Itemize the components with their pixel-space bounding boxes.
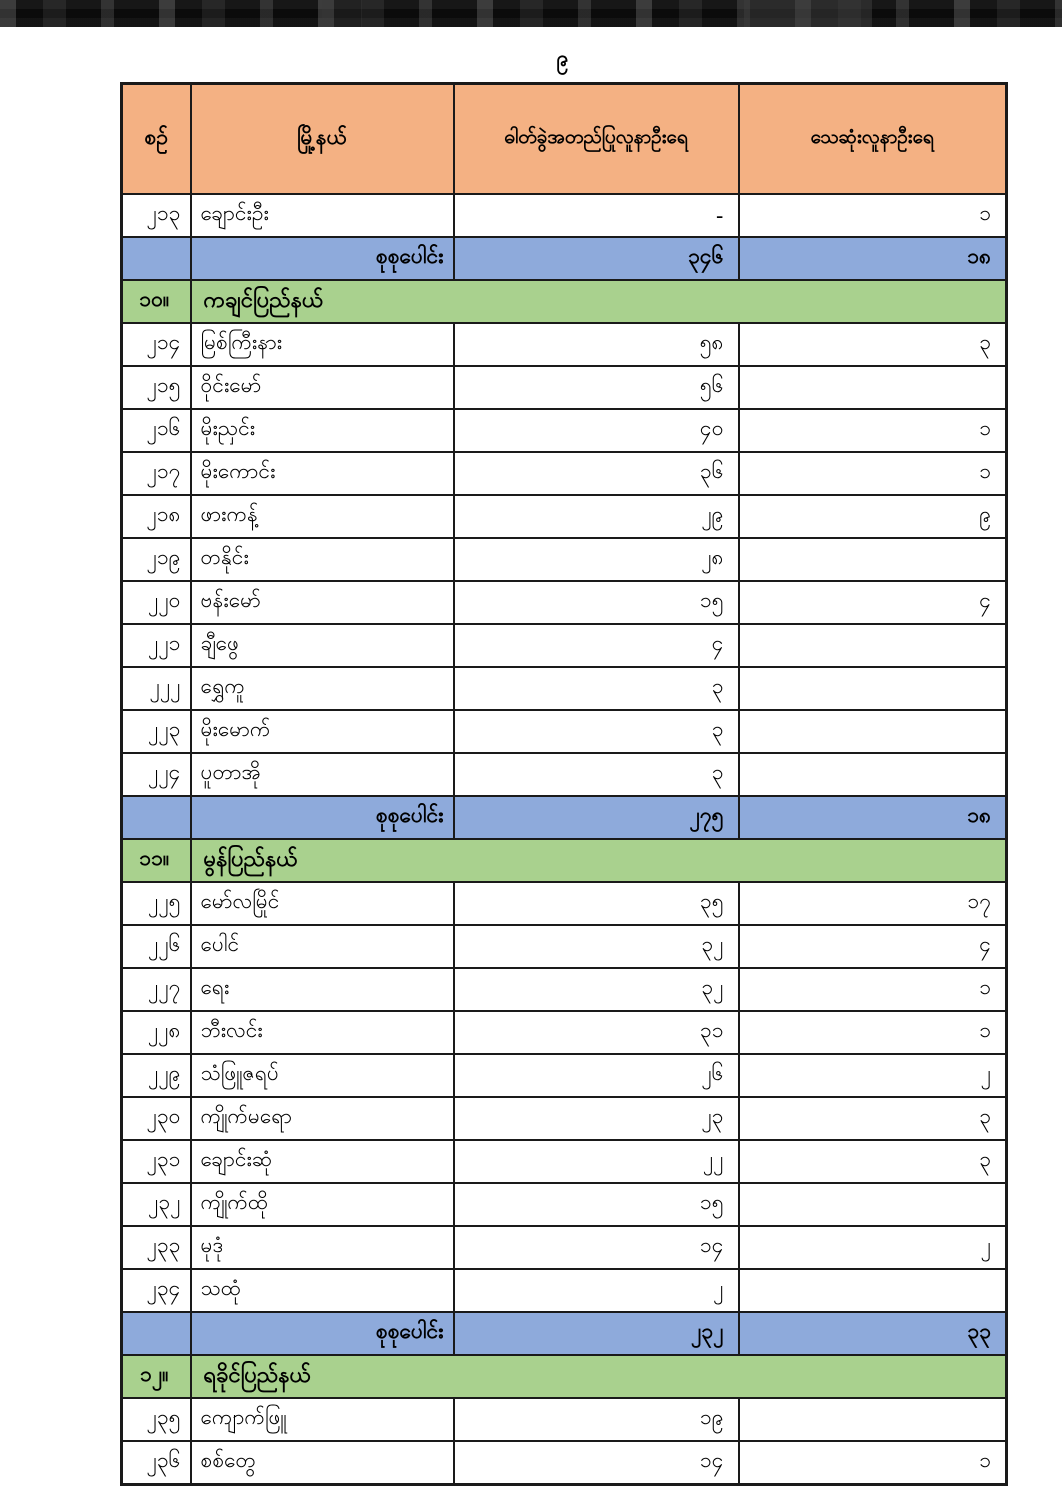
confirmed-cases-cell: ၄ — [454, 624, 739, 667]
confirmed-cases-cell: ၁၉ — [454, 1398, 739, 1441]
confirmed-cases-cell: ၃၂ — [454, 925, 739, 968]
township-name-cell: ပေါင် — [191, 925, 454, 968]
confirmed-cases-cell: ၁၅ — [454, 1183, 739, 1226]
page-number: ၉ — [556, 46, 569, 70]
serial-cell: ၂၃၄ — [122, 1269, 191, 1312]
township-name-cell: မိုးကောင်း — [191, 452, 454, 495]
township-name-cell: ကျိုက်ထို — [191, 1183, 454, 1226]
redaction-gray-patch-2 — [322, 0, 362, 27]
deaths-cell: ၄ — [739, 925, 1007, 968]
header-deaths: သေဆုံးလူနာဦးရေ — [739, 84, 1007, 195]
total-deaths-cell: ၁၈ — [739, 796, 1007, 839]
township-row — [122, 366, 1007, 409]
township-row — [122, 667, 1007, 710]
state-section-row — [122, 280, 1007, 323]
township-name-cell: ပူတာအို — [191, 753, 454, 796]
deaths-cell — [739, 710, 1007, 753]
township-name-cell: ရေး — [191, 968, 454, 1011]
confirmed-cases-cell: ၂၆ — [454, 1054, 739, 1097]
confirmed-cases-cell: ၂၉ — [454, 495, 739, 538]
deaths-cell: ၃ — [739, 1097, 1007, 1140]
serial-cell: ၂၂၂ — [122, 667, 191, 710]
township-name-cell: သံဖြူဇရပ် — [191, 1054, 454, 1097]
township-name-cell: မြစ်ကြီးနား — [191, 323, 454, 366]
redaction-gray-patch — [744, 0, 872, 27]
header-confirmed: ဓါတ်ခွဲအတည်ပြုလူနာဦးရေ — [454, 84, 739, 195]
deaths-cell: ၁ — [739, 1441, 1007, 1484]
confirmed-cases-cell: ၁၄ — [454, 1441, 739, 1484]
confirmed-cases-cell: ၁၄ — [454, 1226, 739, 1269]
township-row — [122, 538, 1007, 581]
covid-township-table — [120, 82, 1008, 1486]
township-name-cell: ဘီးလင်း — [191, 1011, 454, 1054]
serial-cell: ၂၃၂ — [122, 1183, 191, 1226]
township-row — [122, 495, 1007, 538]
township-name-cell: ချီဖွေ — [191, 624, 454, 667]
deaths-cell: ၃ — [739, 1140, 1007, 1183]
confirmed-cases-cell: ၁၅ — [454, 581, 739, 624]
confirmed-cases-cell: ၃ — [454, 753, 739, 796]
serial-cell: ၂၂၉ — [122, 1054, 191, 1097]
township-name-cell: ဝိုင်းမော် — [191, 366, 454, 409]
township-name-cell: ကျောက်ဖြူ — [191, 1398, 454, 1441]
township-row — [122, 1011, 1007, 1054]
township-name-cell: ဖားကန့် — [191, 495, 454, 538]
total-row — [122, 237, 1007, 280]
total-confirmed-cell: ၂၃၂ — [454, 1312, 739, 1355]
township-row — [122, 1054, 1007, 1097]
township-name-cell: မုဒုံ — [191, 1226, 454, 1269]
township-name-cell: မိုးမောက် — [191, 710, 454, 753]
deaths-cell: ၃ — [739, 323, 1007, 366]
confirmed-cases-cell: ၃ — [454, 710, 739, 753]
confirmed-cases-cell: ၃၅ — [454, 882, 739, 925]
serial-cell: ၂၁၅ — [122, 366, 191, 409]
total-deaths-cell: ၃၃ — [739, 1312, 1007, 1355]
confirmed-cases-cell: ၃၆ — [454, 452, 739, 495]
confirmed-cases-cell: ၂၈ — [454, 538, 739, 581]
serial-cell: ၂၁၆ — [122, 409, 191, 452]
township-name-cell: တနိုင်း — [191, 538, 454, 581]
deaths-cell — [739, 538, 1007, 581]
serial-cell: ၂၂၈ — [122, 1011, 191, 1054]
confirmed-cases-cell: - — [454, 194, 739, 237]
deaths-cell: ၁ — [739, 194, 1007, 237]
township-name-cell: ချောင်းဆုံ — [191, 1140, 454, 1183]
deaths-cell — [739, 1398, 1007, 1441]
deaths-cell: ၁ — [739, 409, 1007, 452]
confirmed-cases-cell: ၅၈ — [454, 323, 739, 366]
total-label-cell: စုစုပေါင်း — [191, 796, 454, 839]
total-confirmed-cell: ၃၄၆ — [454, 237, 739, 280]
township-name-cell: ကျိုက်မရော — [191, 1097, 454, 1140]
serial-cell: ၂၂၆ — [122, 925, 191, 968]
serial-cell: ၂၂၇ — [122, 968, 191, 1011]
serial-cell: ၂၃၀ — [122, 1097, 191, 1140]
township-row — [122, 452, 1007, 495]
township-name-cell: ရွှေကူ — [191, 667, 454, 710]
total-deaths-cell: ၁၈ — [739, 237, 1007, 280]
state-name-cell: ကချင်ပြည်နယ် — [191, 280, 1007, 323]
serial-cell: ၂၂၀ — [122, 581, 191, 624]
state-section-row — [122, 839, 1007, 882]
redaction-pattern — [0, 0, 1062, 27]
serial-cell: ၂၁၇ — [122, 452, 191, 495]
deaths-cell: ၁ — [739, 452, 1007, 495]
township-row — [122, 1269, 1007, 1312]
deaths-cell — [739, 667, 1007, 710]
deaths-cell — [739, 1183, 1007, 1226]
confirmed-cases-cell: ၂၂ — [454, 1140, 739, 1183]
serial-cell: ၂၃၅ — [122, 1398, 191, 1441]
serial-cell: ၂၃၁ — [122, 1140, 191, 1183]
deaths-cell: ၁ — [739, 1011, 1007, 1054]
township-row — [122, 581, 1007, 624]
state-section-row — [122, 1355, 1007, 1398]
township-name-cell: သထုံ — [191, 1269, 454, 1312]
confirmed-cases-cell: ၃ — [454, 667, 739, 710]
township-name-cell: မော်လမြိုင် — [191, 882, 454, 925]
confirmed-cases-cell: ၃၁ — [454, 1011, 739, 1054]
deaths-cell — [739, 366, 1007, 409]
deaths-cell: ၁၇ — [739, 882, 1007, 925]
confirmed-cases-cell: ၂၃ — [454, 1097, 739, 1140]
deaths-cell — [739, 1269, 1007, 1312]
serial-cell: ၂၂၁ — [122, 624, 191, 667]
deaths-cell — [739, 624, 1007, 667]
township-row — [122, 882, 1007, 925]
township-row — [122, 925, 1007, 968]
township-name-cell: ချောင်းဦး — [191, 194, 454, 237]
township-row — [122, 1140, 1007, 1183]
township-row — [122, 710, 1007, 753]
total-confirmed-cell: ၂၇၅ — [454, 796, 739, 839]
header-township: မြို့နယ် — [191, 84, 454, 195]
township-name-cell: စစ်တွေ — [191, 1441, 454, 1484]
confirmed-cases-cell: ၅၆ — [454, 366, 739, 409]
township-row — [122, 1226, 1007, 1269]
deaths-cell: ၂ — [739, 1054, 1007, 1097]
serial-cell: ၂၁၉ — [122, 538, 191, 581]
confirmed-cases-cell: ၃၂ — [454, 968, 739, 1011]
section-number-cell: ၁၁။ — [122, 839, 191, 882]
state-name-cell: ရခိုင်ပြည်နယ် — [191, 1355, 1007, 1398]
total-row — [122, 1312, 1007, 1355]
township-row — [122, 1183, 1007, 1226]
total-empty-cell — [122, 796, 191, 839]
township-row — [122, 624, 1007, 667]
township-row — [122, 1097, 1007, 1140]
header-row — [122, 84, 1007, 195]
deaths-cell — [739, 753, 1007, 796]
deaths-cell: ၂ — [739, 1226, 1007, 1269]
confirmed-cases-cell: ၂ — [454, 1269, 739, 1312]
serial-cell: ၂၁၄ — [122, 323, 191, 366]
township-name-cell: မိုးညှင်း — [191, 409, 454, 452]
township-row — [122, 194, 1007, 237]
deaths-cell: ၄ — [739, 581, 1007, 624]
total-row — [122, 796, 1007, 839]
deaths-cell: ၉ — [739, 495, 1007, 538]
serial-cell: ၂၂၄ — [122, 753, 191, 796]
township-name-cell: ဗန်းမော် — [191, 581, 454, 624]
township-row — [122, 1441, 1007, 1484]
total-label-cell: စုစုပေါင်း — [191, 1312, 454, 1355]
serial-cell: ၂၁၈ — [122, 495, 191, 538]
confirmed-cases-cell: ၄၀ — [454, 409, 739, 452]
township-row — [122, 968, 1007, 1011]
serial-cell: ၂၂၅ — [122, 882, 191, 925]
total-empty-cell — [122, 1312, 191, 1355]
township-row — [122, 323, 1007, 366]
township-row — [122, 409, 1007, 452]
serial-cell: ၂၃၃ — [122, 1226, 191, 1269]
serial-cell: ၂၁၃ — [122, 194, 191, 237]
section-number-cell: ၁၀။ — [122, 280, 191, 323]
township-row — [122, 753, 1007, 796]
serial-cell: ၂၂၃ — [122, 710, 191, 753]
state-name-cell: မွန်ပြည်နယ် — [191, 839, 1007, 882]
total-label-cell: စုစုပေါင်း — [191, 237, 454, 280]
deaths-cell: ၁ — [739, 968, 1007, 1011]
redacted-top-bar — [0, 0, 1062, 27]
total-empty-cell — [122, 237, 191, 280]
report-table-container — [120, 82, 1008, 1486]
serial-cell: ၂၃၆ — [122, 1441, 191, 1484]
township-row — [122, 1398, 1007, 1441]
header-serial: စဉ် — [122, 84, 191, 195]
section-number-cell: ၁၂။ — [122, 1355, 191, 1398]
